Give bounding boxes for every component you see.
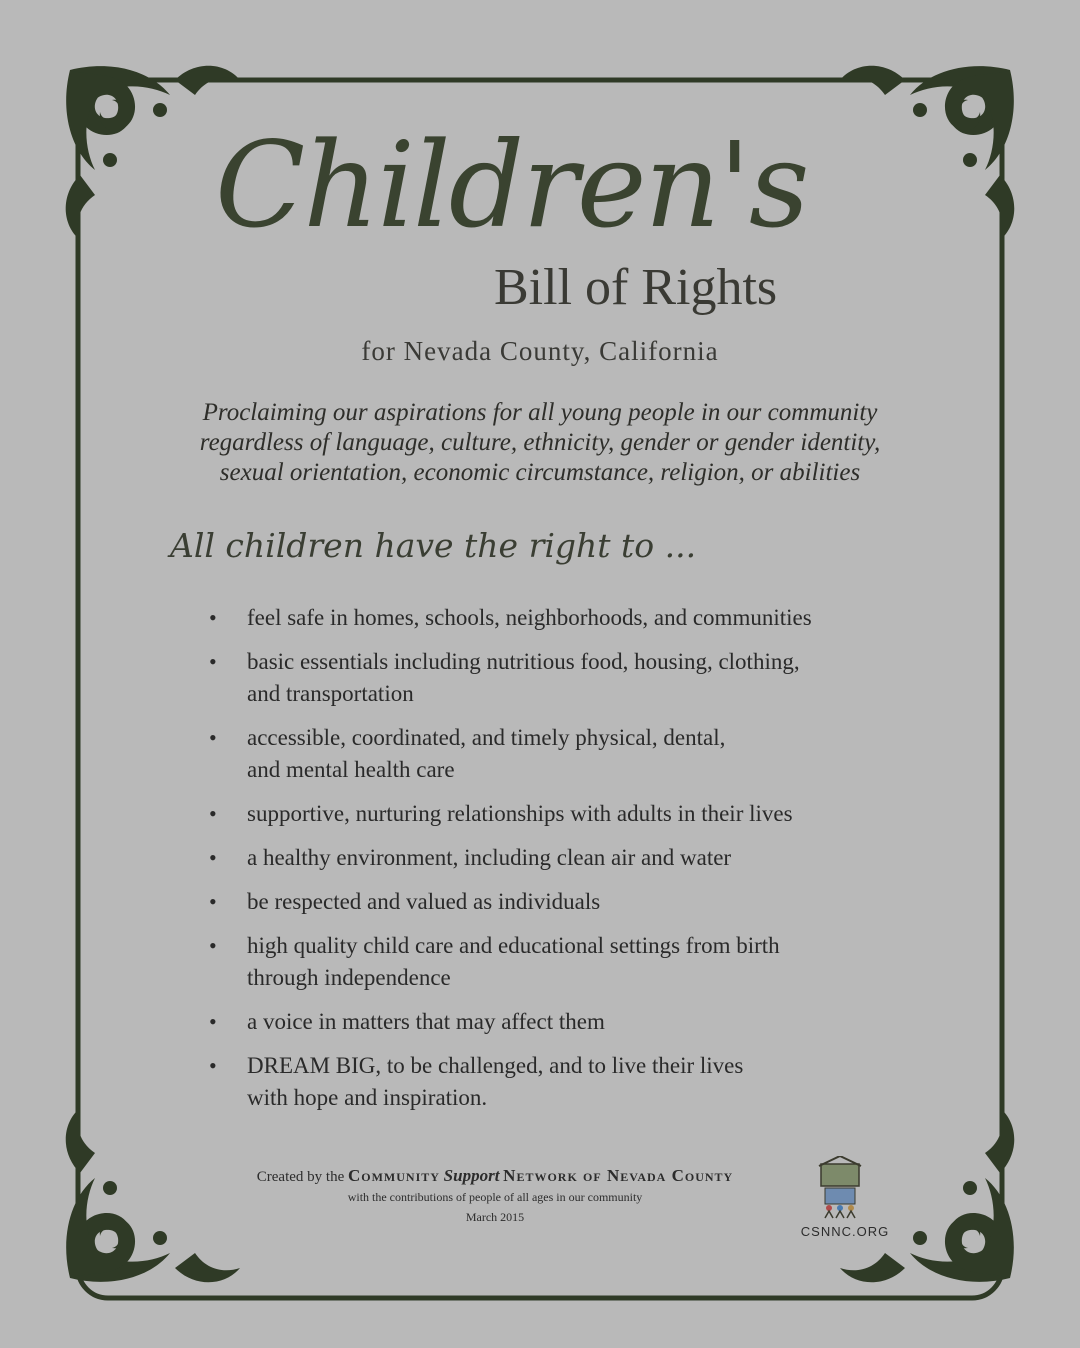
bullet-icon: • bbox=[209, 801, 217, 826]
credit-org-support: Support bbox=[443, 1166, 500, 1185]
right-item-text: accessible, coordinated, and timely physical, dental, bbox=[247, 725, 726, 750]
right-item-text: be respected and valued as individuals bbox=[247, 889, 601, 914]
corner-ornament-top-left bbox=[66, 66, 240, 240]
right-item-text: through independence bbox=[247, 965, 451, 990]
right-item bbox=[205, 798, 905, 830]
bullet-icon: • bbox=[209, 605, 217, 630]
right-item bbox=[205, 1006, 905, 1038]
right-item-text: high quality child care and educational settings from birth bbox=[247, 933, 780, 958]
title-subtitle: Bill of Rights bbox=[494, 259, 778, 316]
proclamation bbox=[120, 398, 960, 488]
proclamation-line: Proclaiming our aspirations for all young people in our community bbox=[202, 399, 878, 426]
credit-date: March 2015 bbox=[465, 1210, 525, 1224]
right-item bbox=[205, 842, 905, 874]
proclamation-line: sexual orientation, economic circumstance, religion, or abilities bbox=[219, 459, 861, 486]
right-item-text: feel safe in homes, schools, neighborhoods, and communities bbox=[247, 605, 812, 630]
right-item-text: basic essentials including nutritious food, housing, clothing, bbox=[247, 649, 800, 674]
right-item-text: and transportation bbox=[247, 681, 414, 706]
bullet-icon: • bbox=[209, 933, 217, 958]
proclamation-line: regardless of language, culture, ethnicity, gender or gender identity, bbox=[199, 429, 881, 456]
right-item bbox=[205, 646, 905, 710]
credit-org-part2: Network of Nevada County bbox=[503, 1166, 734, 1185]
bullet-icon: • bbox=[209, 845, 217, 870]
rights-lead-in: All children have the right to ... bbox=[170, 526, 697, 565]
right-item-text: a healthy environment, including clean air and water bbox=[247, 845, 732, 870]
credit-contributions: with the contributions of people of all ages in our community bbox=[347, 1190, 643, 1204]
rights-list bbox=[205, 602, 905, 1126]
right-item-text: supportive, nurturing relationships with adults in their lives bbox=[247, 801, 793, 826]
right-item bbox=[205, 602, 905, 634]
credit-block bbox=[160, 1166, 830, 1227]
corner-ornament-bottom-right bbox=[840, 1108, 1014, 1282]
right-item-text: with hope and inspiration. bbox=[247, 1085, 488, 1110]
right-item bbox=[205, 886, 905, 918]
credit-created-by: Created by the bbox=[256, 1169, 345, 1185]
csnnc-logo-icon bbox=[815, 1156, 865, 1220]
bullet-icon: • bbox=[209, 725, 217, 750]
right-item-text: DREAM BIG, to be challenged, and to live their lives bbox=[247, 1053, 744, 1078]
bullet-icon: • bbox=[209, 1009, 217, 1034]
credit-line bbox=[160, 1166, 830, 1187]
right-item bbox=[205, 722, 905, 786]
corner-ornament-top-right bbox=[840, 66, 1014, 240]
credit-org-part1: Community bbox=[347, 1166, 440, 1185]
bullet-icon: • bbox=[209, 649, 217, 674]
bullet-icon: • bbox=[209, 1053, 217, 1078]
title-script: Children's bbox=[215, 116, 808, 254]
website-label: CSNNC.ORG bbox=[800, 1224, 890, 1239]
right-item bbox=[205, 1050, 905, 1114]
right-item bbox=[205, 930, 905, 994]
bullet-icon: • bbox=[209, 889, 217, 914]
right-item-text: a voice in matters that may affect them bbox=[247, 1009, 605, 1034]
right-item-text: and mental health care bbox=[247, 757, 455, 782]
county-subtitle: for Nevada County, California bbox=[361, 336, 719, 366]
